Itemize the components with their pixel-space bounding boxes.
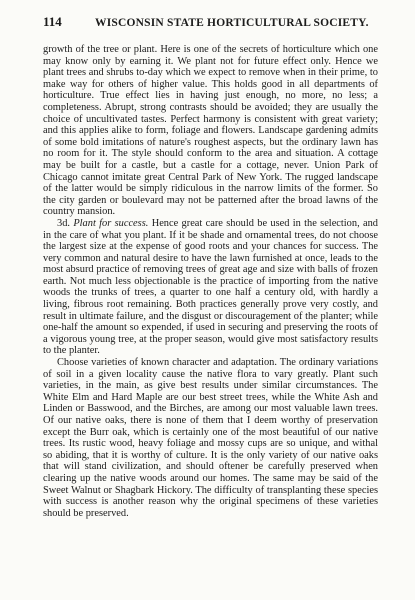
section-title: Plant for success.	[73, 217, 149, 229]
paragraph-2	[43, 218, 378, 357]
page-number: 114	[43, 14, 62, 29]
paragraph-1: growth of the tree or plant. Here is one of the secrets of horticulture which one may know only by earning it. We plant not for future effect only. Hence we plant trees and shrubs to-day which we expect to remove when in their prime, to make way for others of higher value. This holds good in all departments of horticulture. True effect lies in having just enough, no more, no less; a completeness. Abrupt, strong contrasts should be avoided; they are usually the choice of uncultivated tastes. Perfect harmony is consistent with great variety; and this applies alike to form, foliage and flowers. Landscape gardening admits of some bold imitations of nature's roughest aspects, but the ordinary lawn has no room for it. The style should conform to the area and situation. A cottage may be built for a castle, but a castle for a cottage, never. Union Park of Chicago cannot imitate great Central Park of New York. The rugged landscape of the latter would be simply ridiculous in the narrow limits of the former. So the city garden or boulevard may not be patterned after the broad lawns of the country mansion.	[43, 44, 378, 218]
running-head: WISCONSIN STATE HORTICULTURAL SOCIETY.	[95, 17, 369, 29]
page-header	[43, 14, 378, 34]
section-number: 3d.	[57, 217, 70, 229]
body-text	[43, 44, 378, 519]
paragraph-2-body: Hence great care should be used in the selection, and in the care of what you plant. If it be shade and ornamental trees, do not choose the largest size at the expense of good roots and your chances for success. The very common and natural desire to have the lawn furnished at once, leads to the most absurd practice of removing trees of great age and size with balls of frozen earth. Not much less objectionable is the practice of importing from the native woods the trunks of trees, a quarter to one half a century old, with hardly a living, fibrous root remaining. Both practices generally prove very costly, and result in ultimate failure, and the disgust or discouragement of the planter; while one-half the amount so expended, if used in securing and preserving the roots of a vigorous young tree, at the proper season, would give most satisfactory results to the planter.	[43, 217, 378, 357]
paragraph-3: Choose varieties of known character and adaptation. The ordinary variations of soil in a given locality cause the native flora to vary greatly. Plant such varieties, in the main, as give best results under similar circumstances. The White Elm and Hard Maple are our best street trees, while the White Ash and Linden or Basswood, and the Birches, are among our most valuable lawn trees. Of our native oaks, there is none of them that I deem worthy of preservation except the Burr oak, which is certainly one of the most beautiful of our native trees. Its rustic wood, heavy foliage and mossy cups are so unique, and withal so abiding, that it is worthy of culture. It is the only variety of our native oaks that will stand civilization, and should oftener be carefully preserved when clearing up the native woods around our homes. The same may be said of the Sweet Walnut or Shagbark Hickory. The difficulty of transplanting these species with success is another reason why the original specimens of these varieties should be preserved.	[43, 357, 378, 519]
